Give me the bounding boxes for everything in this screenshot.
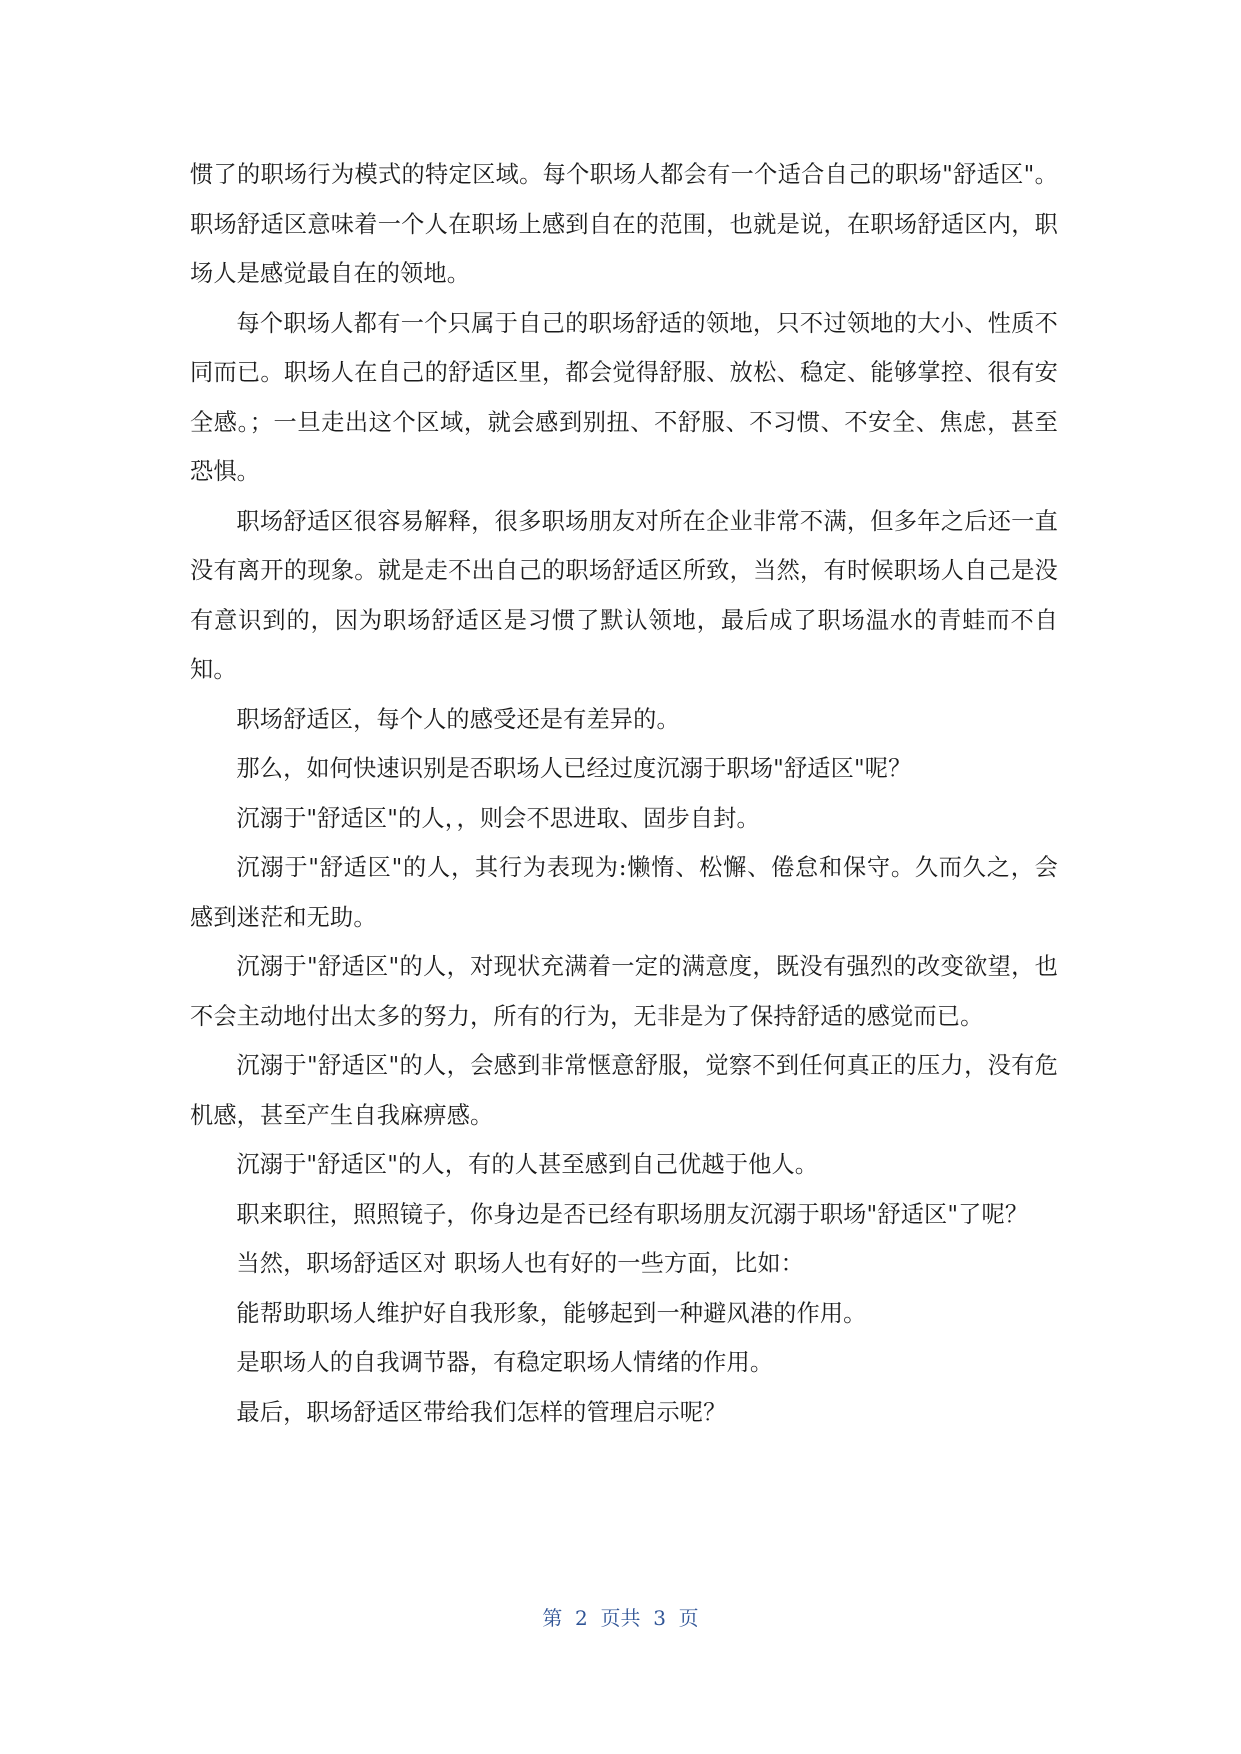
paragraph-6: 沉溺于"舒适区"的人，，则会不思进取、固步自封。 bbox=[236, 804, 760, 832]
paragraph-3: 职场舒适区很容易解释，很多职场朋友对所在企业非常不满，但多年之后还一直没有离开的现象。就是走不出自己的职场舒适区所致，当然，有时候职场人自己是没有意识到的，因为职场舒适区是习惯了默认领地，最后成了职场温水的青蛙而不自知。 bbox=[190, 507, 1058, 683]
paragraph-8: 沉溺于"舒适区"的人，对现状充满着一定的满意度，既没有强烈的改变欲望，也不会主动地付出太多的努力，所有的行为，无非是为了保持舒适的感觉而已。 bbox=[190, 953, 1058, 1030]
paragraph-14: 是职场人的自我调节器，有稳定职场人情绪的作用。 bbox=[236, 1349, 774, 1376]
paragraph-1: 惯了的职场行为模式的特定区域。每个职场人都会有一个适合自己的职场"舒适区"。职场舒适区意味着一个人在职场上感到自在的范围，也就是说，在职场舒适区内，职场人是感觉最自在的领地。 bbox=[190, 161, 1058, 287]
page-number-footer: 第 2 页共 3 页 bbox=[542, 1606, 699, 1630]
paragraph-13: 能帮助职场人维护好自我形象，能够起到一种避风港的作用。 bbox=[236, 1299, 867, 1327]
paragraph-5: 那么，如何快速识别是否职场人已经过度沉溺于职场"舒适区"呢？ bbox=[236, 755, 912, 782]
paragraph-12: 当然，职场舒适区对 职场人也有好的一些方面，比如： bbox=[236, 1250, 805, 1277]
paragraph-11: 职来职往，照照镜子，你身边是否已经有职场朋友沉溺于职场"舒适区"了呢？ bbox=[236, 1200, 1029, 1228]
paragraph-7: 沉溺于"舒适区"的人，其行为表现为:懒惰、松懈、倦怠和保守。久而久之，会感到迷茫和无助。 bbox=[190, 854, 1058, 931]
document-body bbox=[190, 150, 1058, 1437]
paragraph-4: 职场舒适区，每个人的感受还是有差异的。 bbox=[236, 705, 680, 733]
paragraph-2: 每个职场人都有一个只属于自己的职场舒适的领地，只不过领地的大小、性质不同而已。职场人在自己的舒适区里，都会觉得舒服、放松、稳定、能够掌控、很有安全感。；一旦走出这个区域，就会感到别扭、不舒服、不习惯、不安全、焦虑，甚至恐惧。 bbox=[190, 309, 1058, 485]
paragraph-15: 最后，职场舒适区带给我们怎样的管理启示呢？ bbox=[236, 1398, 727, 1426]
paragraph-9: 沉溺于"舒适区"的人，会感到非常惬意舒服，觉察不到任何真正的压力，没有危机感，甚至产生自我麻痹感。 bbox=[190, 1052, 1058, 1129]
paragraph-10: 沉溺于"舒适区"的人，有的人甚至感到自己优越于他人。 bbox=[236, 1151, 819, 1178]
